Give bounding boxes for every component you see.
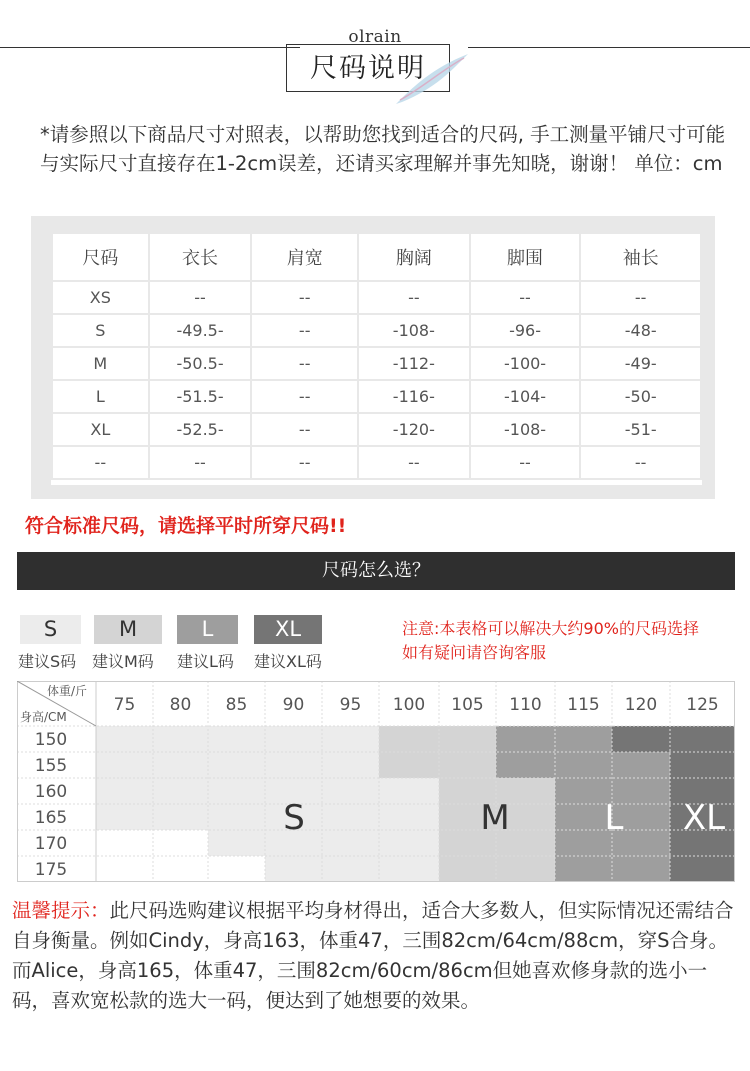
grid-cell bbox=[322, 778, 379, 804]
weight-header: 95 bbox=[339, 695, 362, 715]
grid-cell bbox=[322, 726, 379, 752]
size-label-cell: S bbox=[52, 314, 149, 347]
notice-line-1: 注意:本表格可以解决大约90%的尺码选择 bbox=[402, 619, 699, 638]
measurement-cell: -- bbox=[580, 281, 701, 314]
grid-cell bbox=[612, 752, 670, 778]
measurement-cell: -- bbox=[470, 281, 581, 314]
measurement-cell: -52.5- bbox=[149, 413, 252, 446]
legend-label-xl: 建议XL码 bbox=[254, 652, 322, 671]
grid-cell bbox=[670, 726, 735, 752]
grid-cell bbox=[379, 856, 439, 882]
measurement-cell: -104- bbox=[470, 380, 581, 413]
grid-cell bbox=[555, 830, 612, 856]
grid-cell bbox=[439, 726, 496, 752]
grid-cell bbox=[496, 726, 555, 752]
height-label: 160 bbox=[34, 782, 68, 802]
legend-swatch-m: M bbox=[94, 615, 162, 644]
legend-label-s: 建议S码 bbox=[18, 652, 77, 671]
size-table bbox=[51, 232, 702, 480]
size-label-cell: XS bbox=[52, 281, 149, 314]
section-title-bar: 尺码怎么选？ bbox=[17, 552, 735, 590]
weight-header: 75 bbox=[113, 695, 136, 715]
height-label: 155 bbox=[34, 756, 68, 776]
region-label-m: M bbox=[480, 798, 510, 838]
legend-swatch-xl: XL bbox=[254, 615, 322, 644]
measurement-cell: -- bbox=[251, 314, 358, 347]
grid-cell bbox=[496, 752, 555, 778]
grid-cell bbox=[322, 856, 379, 882]
grid-cell bbox=[208, 804, 265, 830]
grid-cell bbox=[153, 804, 208, 830]
header-line-right bbox=[468, 47, 750, 48]
legend-swatch-s: S bbox=[20, 615, 81, 644]
grid-cell bbox=[208, 830, 265, 856]
table-row bbox=[52, 413, 701, 446]
measurement-cell: -116- bbox=[358, 380, 470, 413]
grid-cell bbox=[265, 726, 322, 752]
grid-cell bbox=[379, 726, 439, 752]
grid-cell bbox=[379, 778, 439, 804]
measurement-cell: -- bbox=[251, 446, 358, 479]
grid-cell bbox=[96, 804, 153, 830]
grid-cell bbox=[379, 752, 439, 778]
region-label-xl: XL bbox=[682, 798, 726, 838]
weight-header: 120 bbox=[624, 695, 658, 715]
measurement-cell: -51.5- bbox=[149, 380, 252, 413]
grid-cell bbox=[153, 830, 208, 856]
size-table-header-cell: 尺码 bbox=[52, 233, 149, 281]
header-line-left bbox=[0, 47, 300, 48]
grid-cell bbox=[439, 856, 496, 882]
measurement-cell: -- bbox=[358, 281, 470, 314]
table-row bbox=[52, 446, 701, 479]
measurement-cell: -50.5- bbox=[149, 347, 252, 380]
corner-height-label: 身高/CM bbox=[20, 710, 67, 724]
measurement-cell: -50- bbox=[580, 380, 701, 413]
height-label: 170 bbox=[34, 834, 68, 854]
region-label-l: L bbox=[604, 798, 624, 838]
legend-label-l: 建议L码 bbox=[177, 652, 234, 671]
grid-cell bbox=[555, 752, 612, 778]
measurement-cell: -- bbox=[149, 281, 252, 314]
grid-cell bbox=[96, 726, 153, 752]
legend-swatch-l: L bbox=[177, 615, 238, 644]
weight-header: 90 bbox=[282, 695, 305, 715]
grid-cell bbox=[555, 778, 612, 804]
grid-cell bbox=[265, 752, 322, 778]
weight-header: 80 bbox=[169, 695, 192, 715]
size-table-header-row bbox=[52, 233, 701, 281]
grid-cell bbox=[153, 856, 208, 882]
size-label-cell: XL bbox=[52, 413, 149, 446]
size-table-header-cell: 胸阔 bbox=[358, 233, 470, 281]
table-row bbox=[52, 314, 701, 347]
grid-cell bbox=[322, 752, 379, 778]
grid-cell bbox=[208, 726, 265, 752]
measurement-cell: -48- bbox=[580, 314, 701, 347]
measurement-cell: -108- bbox=[358, 314, 470, 347]
grid-cell bbox=[439, 752, 496, 778]
measurement-cell: -108- bbox=[470, 413, 581, 446]
tip-text: 此尺码选购建议根据平均身材得出，适合大多数人，但实际情况还需结合自身衡量。例如Cindy，身高163，体重47，三围82cm/64cm/88cm，穿S合身。而Alice，身高165，体重47，三围82cm/60cm/86cm但她喜欢修身款的选小一码，喜欢宽松款的选大一码，便达到了她想要的效果。 bbox=[12, 899, 734, 1012]
tip-lead: 温馨提示： bbox=[12, 899, 110, 922]
grid-cell bbox=[555, 726, 612, 752]
grid-cell bbox=[208, 752, 265, 778]
measurement-cell: -51- bbox=[580, 413, 701, 446]
measurement-cell: -- bbox=[251, 347, 358, 380]
weight-header: 105 bbox=[451, 695, 484, 715]
grid-cell bbox=[153, 778, 208, 804]
size-label-cell: M bbox=[52, 347, 149, 380]
grid-cell bbox=[96, 856, 153, 882]
weight-header: 100 bbox=[392, 695, 426, 715]
notice-text bbox=[402, 617, 699, 665]
table-row bbox=[52, 281, 701, 314]
page-title: 尺码说明 bbox=[310, 53, 426, 84]
size-table-header-cell: 袖长 bbox=[580, 233, 701, 281]
grid-cell bbox=[153, 752, 208, 778]
height-label: 165 bbox=[34, 808, 68, 828]
grid-cell bbox=[96, 830, 153, 856]
weight-header: 125 bbox=[686, 695, 719, 715]
grid-cell bbox=[379, 804, 439, 830]
grid-cell bbox=[670, 752, 735, 778]
grid-cell bbox=[555, 856, 612, 882]
size-table-header-cell: 衣长 bbox=[149, 233, 252, 281]
warm-tip bbox=[12, 896, 742, 1016]
height-label: 175 bbox=[34, 860, 68, 880]
size-table-panel bbox=[31, 216, 715, 499]
measurement-cell: -- bbox=[251, 380, 358, 413]
grid-cell bbox=[612, 726, 670, 752]
size-table-header-cell: 肩宽 bbox=[251, 233, 358, 281]
measurement-cell: -120- bbox=[358, 413, 470, 446]
size-label-cell: L bbox=[52, 380, 149, 413]
grid-cell bbox=[612, 856, 670, 882]
measurement-cell: -- bbox=[580, 446, 701, 479]
measurement-cell: -112- bbox=[358, 347, 470, 380]
table-row bbox=[52, 347, 701, 380]
size-table-container bbox=[51, 232, 702, 485]
size-selection-grid bbox=[17, 681, 735, 882]
grid-cell bbox=[96, 778, 153, 804]
corner-weight-label: 体重/斤 bbox=[47, 684, 88, 698]
measurement-cell: -- bbox=[358, 446, 470, 479]
measurement-cell: -100- bbox=[470, 347, 581, 380]
weight-header: 85 bbox=[225, 695, 248, 715]
measurement-cell: -- bbox=[251, 281, 358, 314]
table-row bbox=[52, 380, 701, 413]
grid-cell bbox=[496, 856, 555, 882]
height-label: 150 bbox=[34, 730, 68, 750]
size-table-header-cell: 脚围 bbox=[470, 233, 581, 281]
legend-label-m: 建议M码 bbox=[92, 652, 154, 671]
grid-cell bbox=[208, 778, 265, 804]
measurement-cell: -- bbox=[149, 446, 252, 479]
measurement-cell: -96- bbox=[470, 314, 581, 347]
grid-cell bbox=[322, 804, 379, 830]
grid-cell bbox=[265, 856, 322, 882]
grid-cell bbox=[208, 856, 265, 882]
grid-cell bbox=[670, 856, 735, 882]
measurement-cell: -49.5- bbox=[149, 314, 252, 347]
measurement-cell: -49- bbox=[580, 347, 701, 380]
standard-size-note: 符合标准尺码，请选择平时所穿尺码!! bbox=[25, 515, 347, 537]
grid-cell bbox=[96, 752, 153, 778]
measurement-cell: -- bbox=[251, 413, 358, 446]
grid-cell bbox=[379, 830, 439, 856]
grid-cell bbox=[555, 804, 612, 830]
weight-header: 110 bbox=[509, 695, 542, 715]
weight-header: 115 bbox=[567, 695, 600, 715]
region-label-s: S bbox=[283, 798, 305, 838]
notice-line-2: 如有疑问请咨询客服 bbox=[402, 643, 547, 662]
size-label-cell: -- bbox=[52, 446, 149, 479]
brand-logo: olrain bbox=[348, 27, 402, 47]
grid-cell bbox=[153, 726, 208, 752]
measurement-cell: -- bbox=[470, 446, 581, 479]
grid-cell bbox=[322, 830, 379, 856]
intro-text: *请参照以下商品尺寸对照表，以帮助您找到适合的尺码, 手工测量平铺尺寸可能与实际尺寸直接存在1-2cm误差，还请买家理解并事先知晓，谢谢！ 单位：cm bbox=[40, 123, 726, 175]
